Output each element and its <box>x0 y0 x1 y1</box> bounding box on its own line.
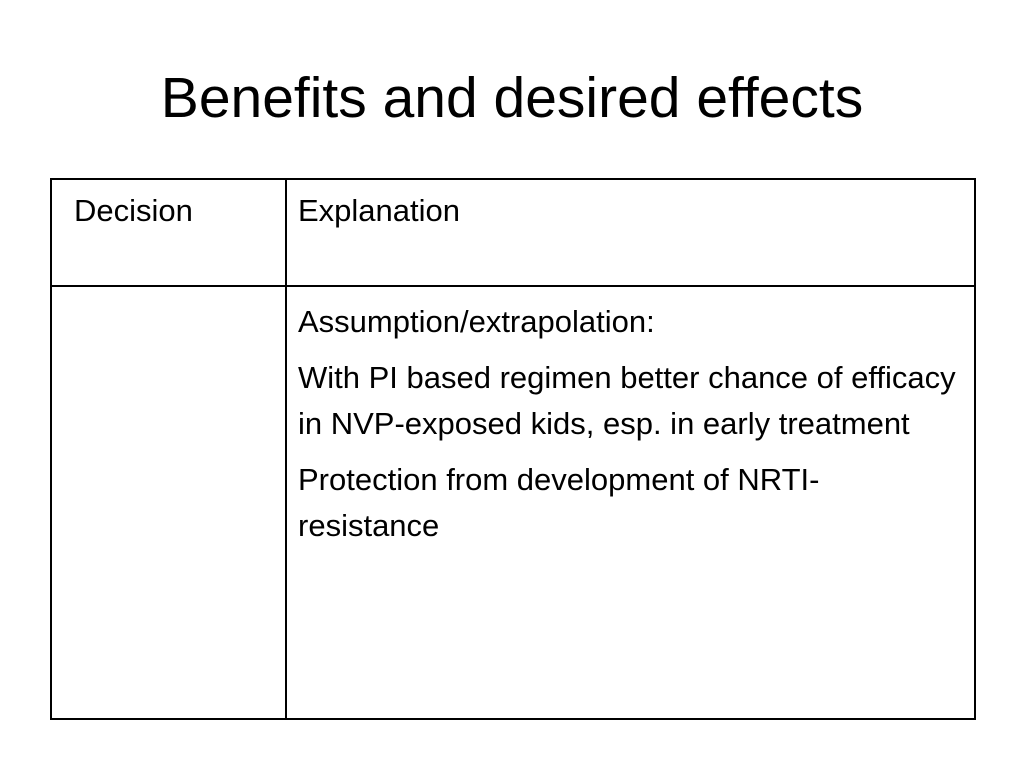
header-cell-explanation: Explanation <box>286 179 975 286</box>
explanation-paragraph-nrti-protection: Protection from development of NRTI-resistance <box>298 462 820 543</box>
decision-table <box>50 178 976 720</box>
body-cell-explanation <box>286 286 975 719</box>
body-cell-decision <box>51 286 286 719</box>
table-row <box>51 286 975 719</box>
explanation-paragraph-assumption: Assumption/extrapolation: <box>298 304 655 339</box>
header-cell-decision: Decision <box>51 179 286 286</box>
explanation-paragraph-pi-regimen: With PI based regimen better chance of efficacy in NVP-exposed kids, esp. in early treatment <box>298 360 956 441</box>
slide-title: Benefits and desired effects <box>160 66 864 130</box>
table-header-row <box>51 179 975 286</box>
